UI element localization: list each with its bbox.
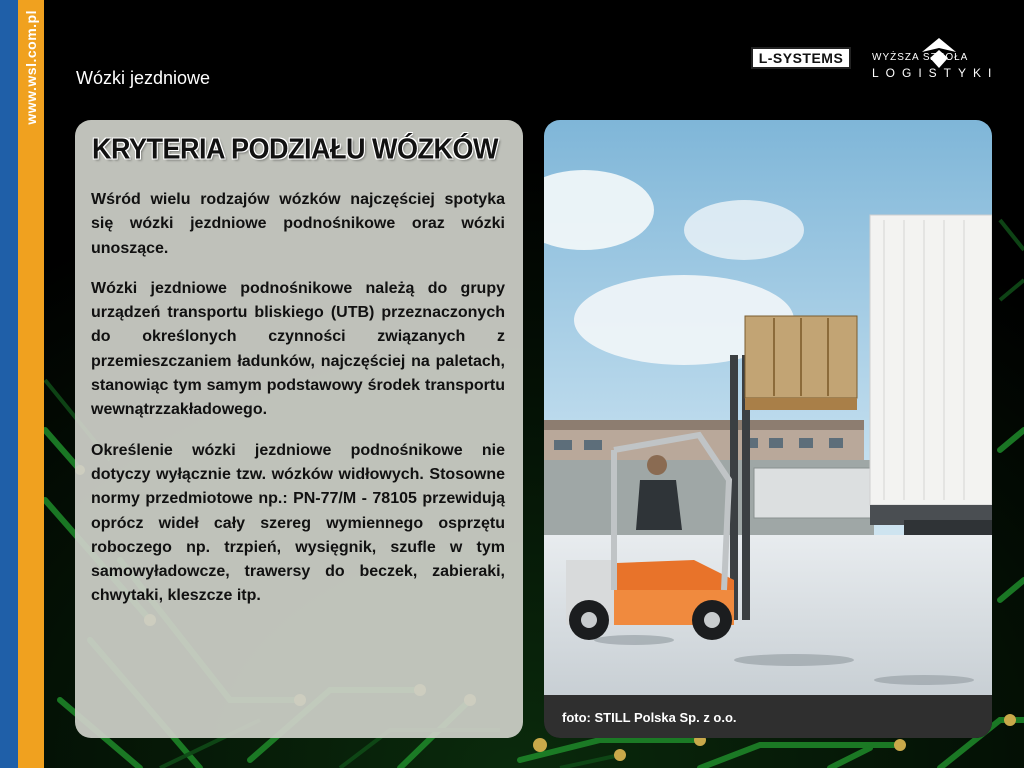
side-strip-blue	[0, 0, 18, 768]
panel-body	[91, 188, 505, 625]
side-strip-orange	[18, 0, 44, 768]
paragraph-3: Określenie wózki jezdniowe podnośnikowe nie dotyczy wyłącznie tzw. wózków widłowych. Stosowne normy przedmiotowe np.: PN-77/M - 78105 przewidują oprócz wideł cały szereg wymiennego osprzętu roboczego np. trzpień, wysięgnik, szufle w tym samowyładowcze, trawersy do beczek, zabieraki, chwytaki, kleszcze itp.	[91, 441, 505, 605]
wsl-logo-line1: WYŻSZA SZKOŁA	[872, 52, 969, 63]
forklift-photo	[544, 120, 992, 695]
photo-caption-bar	[544, 695, 992, 738]
photo-card	[544, 120, 992, 738]
website-url: www.wsl.com.pl	[23, 10, 39, 125]
content-panel	[75, 120, 523, 738]
wsl-logo-line2: LOGISTYKI	[872, 66, 999, 80]
wsl-logo	[870, 38, 998, 82]
slide-title: Wózki jezdniowe	[76, 68, 211, 88]
lsystems-logo	[751, 47, 851, 69]
panel-heading: KRYTERIA PODZIAŁU WÓZKÓW	[92, 133, 498, 165]
photo-caption: foto: STILL Polska Sp. z o.o.	[562, 710, 737, 725]
paragraph-1: Wśród wielu rodzajów wózków najczęściej spotyka się wózki jezdniowe podnośnikowe oraz wózki unoszące.	[91, 191, 505, 257]
lsystems-logo-text: L-SYSTEMS	[758, 50, 844, 66]
paragraph-2: Wózki jezdniowe podnośnikowe należą do grupy urządzeń transportu bliskiego (UTB) przeznaczonych do określonych czynności związanych z przemieszczaniem ładunków, najczęściej na paletach, stanowiąc tym samym podstawowy środek transportu wewnątrzzakładowego.	[91, 279, 505, 419]
side-strip	[0, 0, 44, 768]
